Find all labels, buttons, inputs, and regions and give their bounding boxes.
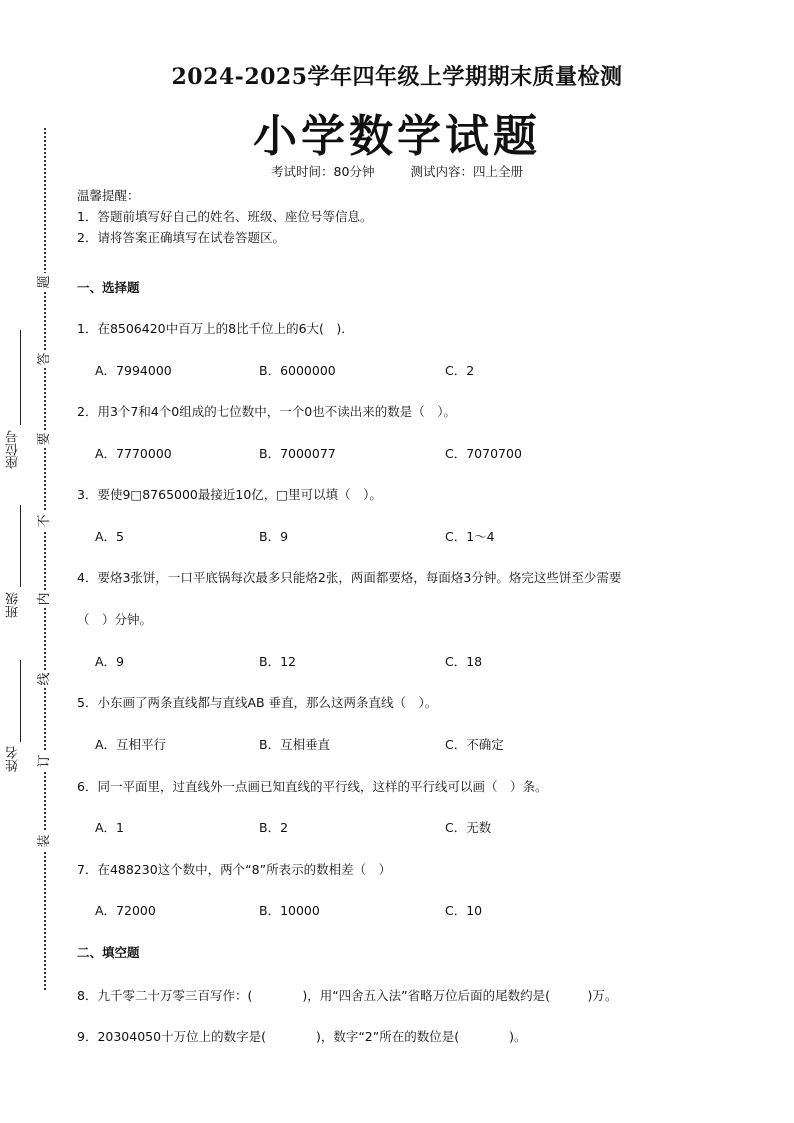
notes <box>77 185 372 248</box>
question-4: 4．要烙3张饼，一口平底锅每次最多只能烙2张，两面都要烙，每面烙3分钟。烙完这些饼至少需要 <box>77 570 622 585</box>
exam-main-title: 小学数学试题 <box>253 111 541 162</box>
option-c: C．不确定 <box>445 737 504 752</box>
seal-char: 订 <box>36 752 54 770</box>
seal-char: 不 <box>36 512 54 530</box>
options-7 <box>95 901 695 919</box>
option-b: B．7000077 <box>259 446 336 461</box>
seal-char: 线 <box>36 670 54 688</box>
option-b: B．12 <box>259 654 296 669</box>
exam-title: 2024-2025学年四年级上学期期末质量检测 <box>171 64 623 90</box>
option-b: B．9 <box>259 529 289 544</box>
seal-char: 内 <box>36 590 54 608</box>
binding-dotted-line <box>44 128 46 990</box>
option-a: A．72000 <box>95 903 156 918</box>
question-2: 2．用3个7和4个0组成的七位数中，一个0也不读出来的数是（ ）。 <box>77 404 456 419</box>
section-title-choice: 一、选择题 <box>77 280 140 295</box>
question-1: 1．在8506420中百万上的8比千位上的6大( ). <box>77 321 346 336</box>
notes-heading: 温馨提醒： <box>77 188 140 203</box>
options-4 <box>95 652 695 670</box>
option-b: B．2 <box>259 820 289 835</box>
option-b: B．10000 <box>259 903 320 918</box>
option-a: A．1 <box>95 820 125 835</box>
exam-time: 考试时间：80分钟 <box>271 164 375 179</box>
options-6 <box>95 818 695 836</box>
question-5: 5．小东画了两条直线都与直线AB 垂直，那么这两条直线（ ）。 <box>77 695 438 710</box>
option-c: C．2 <box>445 363 475 378</box>
option-a: A．9 <box>95 654 125 669</box>
option-c: C．无数 <box>445 820 492 835</box>
question-3: 3．要使9□8765000最接近10亿，□里可以填（ ）。 <box>77 487 382 502</box>
name-blank <box>20 660 21 742</box>
option-a: A．7994000 <box>95 363 172 378</box>
option-c: C．7070700 <box>445 446 522 461</box>
section-title-fill: 二、填空题 <box>77 945 140 960</box>
class-blank <box>20 505 21 587</box>
question-4-continued: （ ）分钟。 <box>77 612 153 627</box>
seat-number-label: 座位号 <box>6 430 21 469</box>
option-a: A．5 <box>95 529 125 544</box>
note-item: 2．请将答案正确填写在试卷答题区。 <box>77 230 285 245</box>
exam-info <box>0 162 794 180</box>
option-b: B．6000000 <box>259 363 336 378</box>
options-1 <box>95 361 695 379</box>
option-c: C．18 <box>445 654 483 669</box>
option-c: C．10 <box>445 903 483 918</box>
question-9: 9．20304050十万位上的数字是( )，数字“2”所在的数位是( )。 <box>77 1029 527 1044</box>
option-b: B．互相垂直 <box>259 737 331 752</box>
seal-char: 题 <box>36 273 54 291</box>
seal-char: 答 <box>36 350 54 368</box>
name-label: 姓名 <box>6 746 21 772</box>
option-a: A．7770000 <box>95 446 172 461</box>
option-c: C．1～4 <box>445 529 495 544</box>
options-5 <box>95 735 695 753</box>
question-8: 8．九千零二十万零三百写作：( )，用“四舍五入法”省略万位后面的尾数约是( )万。 <box>77 988 618 1003</box>
seal-char: 要 <box>36 430 54 448</box>
option-a: A．互相平行 <box>95 737 167 752</box>
options-2 <box>95 444 695 462</box>
question-6: 6．同一平面里，过直线外一点画已知直线的平行线，这样的平行线可以画（ ）条。 <box>77 779 548 794</box>
exam-content: 测试内容：四上全册 <box>410 164 523 179</box>
options-3 <box>95 527 695 545</box>
class-label: 班级 <box>6 592 21 618</box>
note-item: 1．答题前填写好自己的姓名、班级、座位号等信息。 <box>77 209 373 224</box>
seal-char: 装 <box>36 832 54 850</box>
question-7: 7．在488230这个数中，两个“8”所表示的数相差（ ） <box>77 862 392 877</box>
seat-number-blank <box>20 330 21 425</box>
